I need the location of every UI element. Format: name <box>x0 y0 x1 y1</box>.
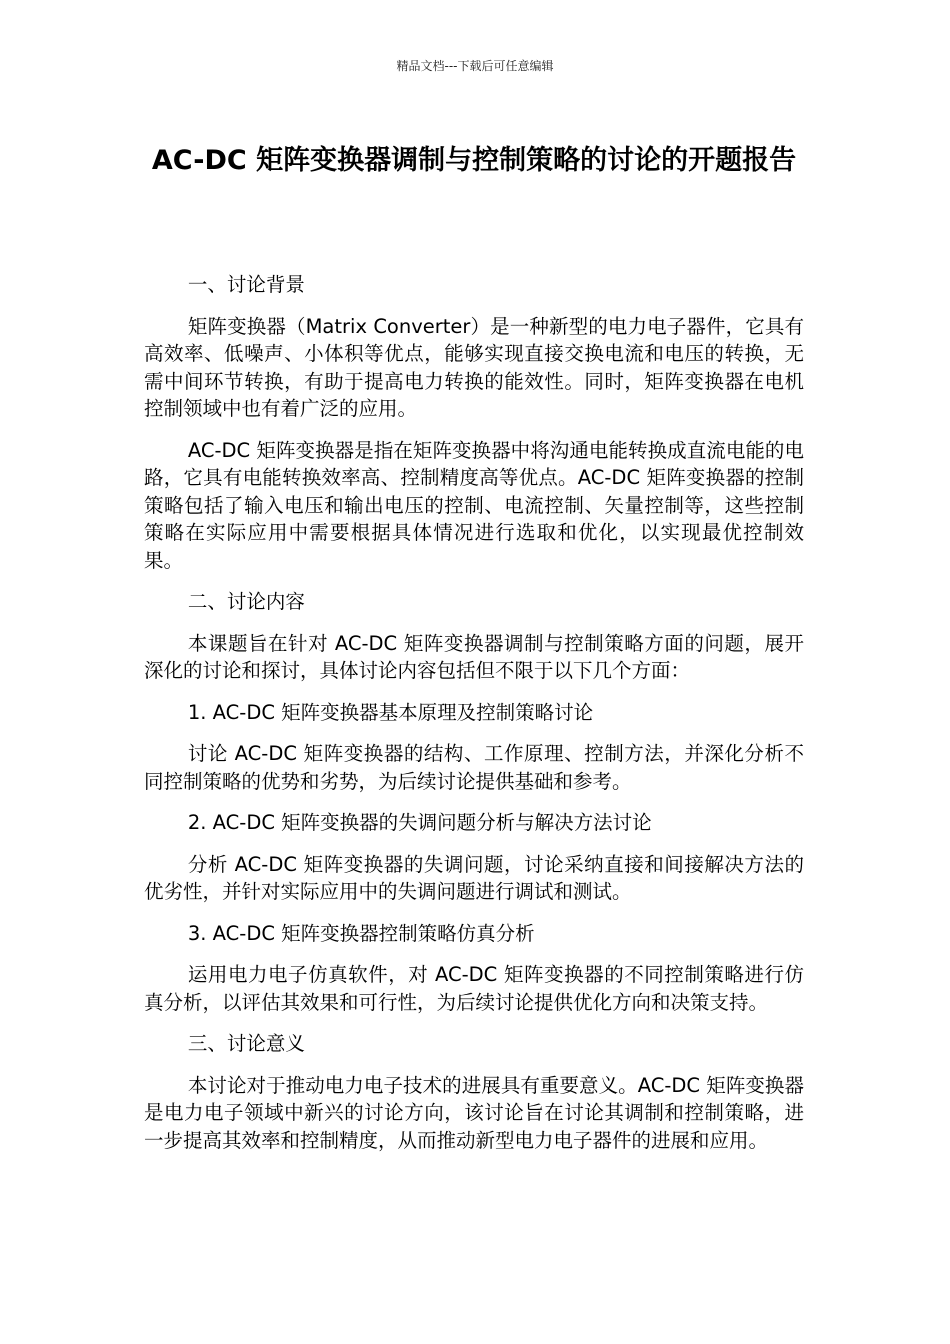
subheading-item-2: 2. AC-DC 矩阵变换器的失调问题分析与解决方法讨论 <box>187 811 652 834</box>
section-heading-background: 一、讨论背景 <box>187 273 305 296</box>
section-heading-significance: 三、讨论意义 <box>187 1032 305 1055</box>
paragraph-significance: 本讨论对于推动电力电子技术的进展具有重要意义。AC-DC 矩阵变换器是电力电子领域中新兴的讨论方向，该讨论旨在讨论其调制和控制策略，进一步提高其效率和控制精度，从而推动新型电力电子器件的进展和应用。 <box>144 1073 804 1152</box>
paragraph-background-2: AC-DC 矩阵变换器是指在矩阵变换器中将沟通电能转换成直流电能的电路，它具有电能转换效率高、控制精度高等优点。AC-DC 矩阵变换器的控制策略包括了输入电压和输出电压的控制、电流控制、矢量控制等，这些控制策略在实际应用中需要根据具体情况进行选取和优化，以实现最优控制效果。 <box>144 438 804 572</box>
subheading-item-1: 1. AC-DC 矩阵变换器基本原理及控制策略讨论 <box>187 700 594 724</box>
paragraph-content-intro: 本课题旨在针对 AC-DC 矩阵变换器调制与控制策略方面的问题，展开深化的讨论和探讨，具体讨论内容包括但不限于以下几个方面： <box>144 631 804 682</box>
section-heading-content: 二、讨论内容 <box>187 590 305 613</box>
paragraph-item-2: 分析 AC-DC 矩阵变换器的失调问题，讨论采纳直接和间接解决方法的优劣性，并针对实际应用中的失调问题进行调试和测试。 <box>144 852 804 903</box>
document-title: AC-DC 矩阵变换器调制与控制策略的讨论的开题报告 <box>151 145 797 176</box>
subheading-item-3: 3. AC-DC 矩阵变换器控制策略仿真分析 <box>187 921 535 945</box>
header-note: 精品文档---下载后可任意编辑 <box>396 59 554 73</box>
document-body <box>144 271 804 1168</box>
paragraph-background-1: 矩阵变换器（Matrix Converter）是一种新型的电力电子器件，它具有高效率、低噪声、小体积等优点，能够实现直接交换电流和电压的转换，无需中间环节转换，有助于提高电力转换的能效性。同时，矩阵变换器在电机控制领域中也有着广泛的应用。 <box>144 314 804 420</box>
paragraph-item-3: 运用电力电子仿真软件，对 AC-DC 矩阵变换器的不同控制策略进行仿真分析，以评估其效果和可行性，为后续讨论提供优化方向和决策支持。 <box>144 963 804 1014</box>
paragraph-item-1: 讨论 AC-DC 矩阵变换器的结构、工作原理、控制方法，并深化分析不同控制策略的优势和劣势，为后续讨论提供基础和参考。 <box>144 742 804 793</box>
